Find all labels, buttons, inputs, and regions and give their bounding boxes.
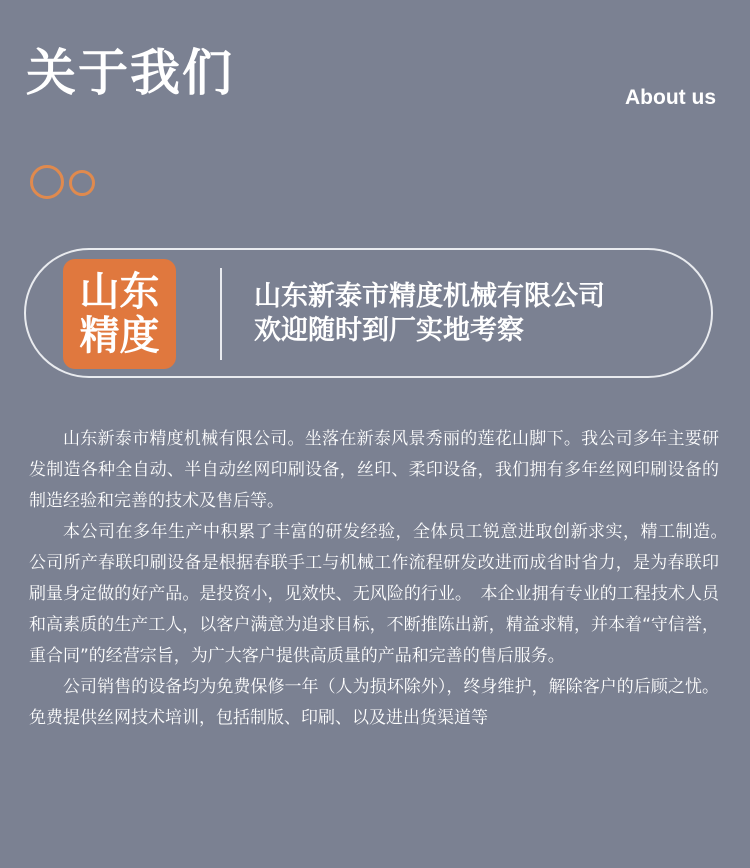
paragraph-intro: 山东新泰市精度机械有限公司。坐落在新泰风景秀丽的莲花山脚下。我公司多年主要研发制造各种全自动、半自动丝网印刷设备，丝印、柔印设备，我们拥有多年丝网印刷设备的制造经验和完善的技术及售后等。 — [29, 429, 719, 511]
page-title: 关于我们 — [26, 44, 234, 102]
banner-text — [254, 280, 605, 348]
company-logo — [63, 259, 176, 369]
circle-small-icon — [69, 170, 95, 196]
logo-line-2: 精度 — [79, 313, 160, 359]
company-banner — [24, 248, 713, 378]
paragraph-experience: 本公司在多年生产中积累了丰富的研发经验，全体员工锐意进取创新求实，精工制造。 公司所产春联印刷设备是根据春联手工与机械工作流程研发改进而成省时省力，是为春联印刷量身定做的好产品。是投资小，见效快、无风险的行业。 本企业拥有专业的工程技术人员和高素质的生产工人，以客户满意为追求目标，不断推陈出新，精益求精，并本着“守信誉，重合同”的经营宗旨，为广大客户提供高质量的产品和完善的售后服务。 — [29, 522, 736, 666]
company-description — [29, 424, 736, 734]
circle-large-icon — [30, 165, 64, 199]
banner-welcome: 欢迎随时到厂实地考察 — [254, 315, 524, 346]
logo-line-1: 山东 — [79, 269, 160, 315]
banner-company-name: 山东新泰市精度机械有限公司 — [254, 281, 605, 312]
decorative-circles — [30, 165, 100, 201]
paragraph-service: 公司销售的设备均为免费保修一年（人为损坏除外），终身维护，解除客户的后顾之忧。免费提供丝网技术培训，包括制版、印刷、以及进出货渠道等 — [29, 677, 719, 728]
page-subtitle: About us — [625, 86, 716, 109]
banner-divider — [220, 268, 222, 360]
